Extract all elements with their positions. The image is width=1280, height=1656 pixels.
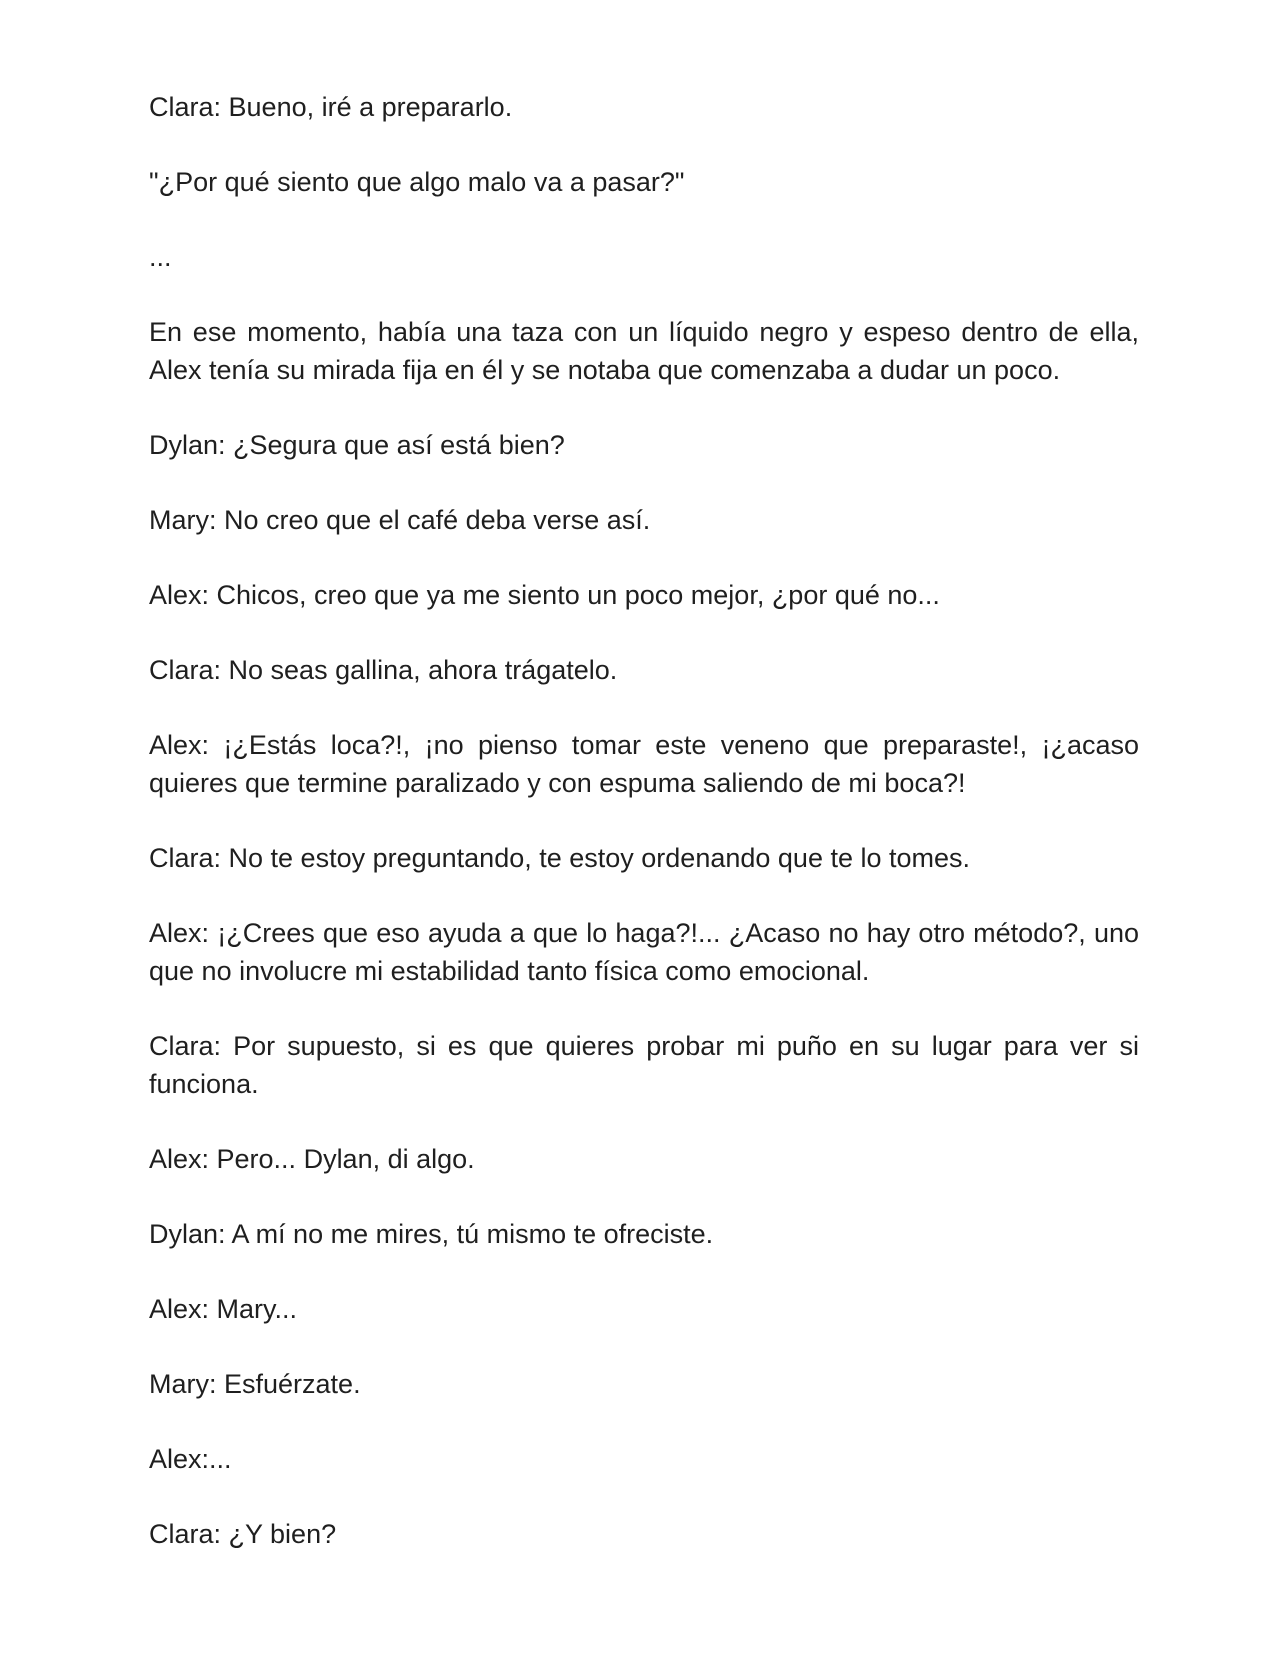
paragraph-8: Clara: No seas gallina, ahora trágatelo. [149,655,618,685]
paragraph-18: Clara: ¿Y bien? [149,1519,337,1549]
paragraph-16: Mary: Esfuérzate. [149,1369,361,1399]
paragraph-1: Clara: Bueno, iré a prepararlo. [149,92,513,122]
paragraph-13: Alex: Pero... Dylan, di algo. [149,1144,475,1174]
paragraph-11: Alex: ¡¿Crees que eso ayuda a que lo haga?!... ¿Acaso no hay otro método?, uno que no involucre mi estabilidad tanto física como emocional. [149,918,1139,986]
document-text-body [149,88,1139,1553]
paragraph-3: ... [149,242,172,272]
paragraph-5: Dylan: ¿Segura que así está bien? [149,430,565,460]
paragraph-17: Alex:... [149,1444,232,1474]
paragraph-12: Clara: Por supuesto, si es que quieres probar mi puño en su lugar para ver si funciona. [149,1031,1139,1099]
paragraph-15: Alex: Mary... [149,1294,298,1324]
paragraph-10: Clara: No te estoy preguntando, te estoy ordenando que te lo tomes. [149,843,971,873]
paragraph-9: Alex: ¡¿Estás loca?!, ¡no pienso tomar este veneno que preparaste!, ¡¿acaso quieres que termine paralizado y con espuma saliendo de mi boca?! [149,730,1139,798]
paragraph-6: Mary: No creo que el café deba verse así. [149,505,651,535]
paragraph-4: En ese momento, había una taza con un líquido negro y espeso dentro de ella, Alex tenía su mirada fija en él y se notaba que comenzaba a dudar un poco. [149,317,1139,385]
paragraph-2: "¿Por qué siento que algo malo va a pasar?" [149,167,685,197]
paragraph-7: Alex: Chicos, creo que ya me siento un poco mejor, ¿por qué no... [149,580,940,610]
paragraph-14: Dylan: A mí no me mires, tú mismo te ofreciste. [149,1219,714,1249]
